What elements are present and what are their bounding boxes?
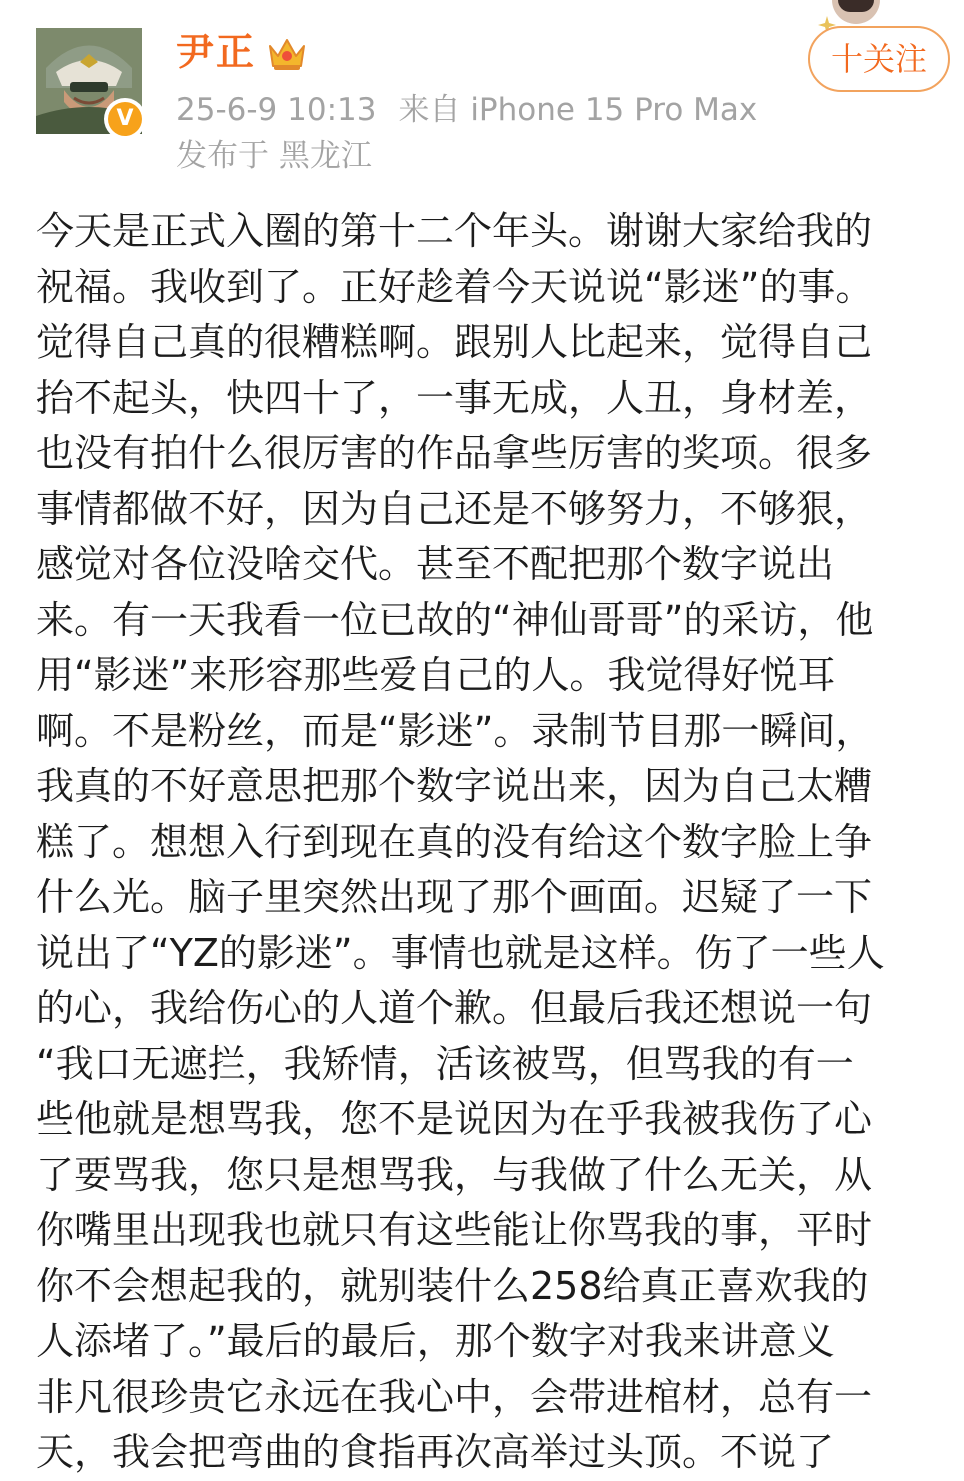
- post-line: 抬不起头，快四十了，一事无成，人丑，身材差，: [36, 375, 873, 420]
- post-line: 我真的不好意思把那个数字说出来，因为自己太糟: [36, 764, 873, 808]
- post-line: 觉得自己真的很糟糕啊。跟别人比起来，觉得自己: [36, 320, 873, 364]
- post-header: [0, 0, 964, 180]
- post-line: 了要骂我，您只是想骂我，与我做了什么无关，从: [36, 1152, 873, 1197]
- post-source: 来自 iPhone 15 Pro Max: [398, 92, 758, 128]
- post-line: 非凡很珍贵它永远在我心中，会带进棺材，总有一: [36, 1374, 873, 1419]
- post-line: 人添堵了。”最后的最后，那个数字对我来讲意义: [36, 1319, 835, 1363]
- username[interactable]: 尹正: [176, 30, 257, 74]
- post-line: 你不会想起我的，就别装什么258给真正喜欢我的: [36, 1263, 869, 1308]
- post-timestamp: 25-6-9 10:13: [176, 92, 377, 128]
- post-line: 啊。不是粉丝，而是“影迷”。录制节目那一瞬间，: [36, 708, 874, 753]
- post-location: 发布于 黑龙江: [176, 138, 372, 174]
- verified-v-icon: V: [108, 102, 142, 136]
- post-line: 也没有拍什么很厉害的作品拿些厉害的奖项。很多: [36, 431, 873, 475]
- post-line: 今天是正式入圈的第十二个年头。谢谢大家给我的: [36, 209, 873, 253]
- post-line: 说出了“YZ的影迷”。事情也就是这样。伤了一些人: [36, 930, 885, 975]
- crown-icon: [266, 34, 308, 72]
- corner-avatar-hair: [838, 0, 874, 12]
- post-line: 来。有一天我看一位已故的“神仙哥哥”的采访，他: [36, 597, 874, 642]
- post-meta: [176, 88, 757, 132]
- post-line: 事情都做不好，因为自己还是不够努力，不够狠，: [36, 486, 873, 531]
- post-line: 的心，我给伤心的人道个歉。但最后我还想说一句: [36, 986, 873, 1030]
- post-body: [36, 204, 936, 1481]
- post-line: 天，我会把弯曲的食指再次高举过头顶。不说了: [36, 1430, 835, 1474]
- post-line: 感觉对各位没啥交代。甚至不配把那个数字说出: [36, 542, 835, 586]
- post-line: 什么光。脑子里突然出现了那个画面。迟疑了一下: [36, 875, 873, 919]
- post-line: 祝福。我收到了。正好趁着今天说说“影迷”的事。: [36, 264, 874, 309]
- post-line: “我口无遮拦，我矫情，活该被骂，但骂我的有一: [36, 1041, 854, 1086]
- post-line: 你嘴里出现我也就只有这些能让你骂我的事，平时: [36, 1208, 873, 1252]
- post-line: 糕了。想想入行到现在真的没有给这个数字脸上争: [36, 819, 873, 864]
- corner-avatar-decoration: [832, 0, 880, 24]
- post-line: 些他就是想骂我，您不是说因为在乎我被我伤了心: [36, 1097, 873, 1141]
- post-line: 用“影迷”来形容那些爱自己的人。我觉得好悦耳: [36, 653, 836, 697]
- follow-button[interactable]: 十关注: [808, 26, 950, 92]
- verified-badge: [104, 98, 146, 140]
